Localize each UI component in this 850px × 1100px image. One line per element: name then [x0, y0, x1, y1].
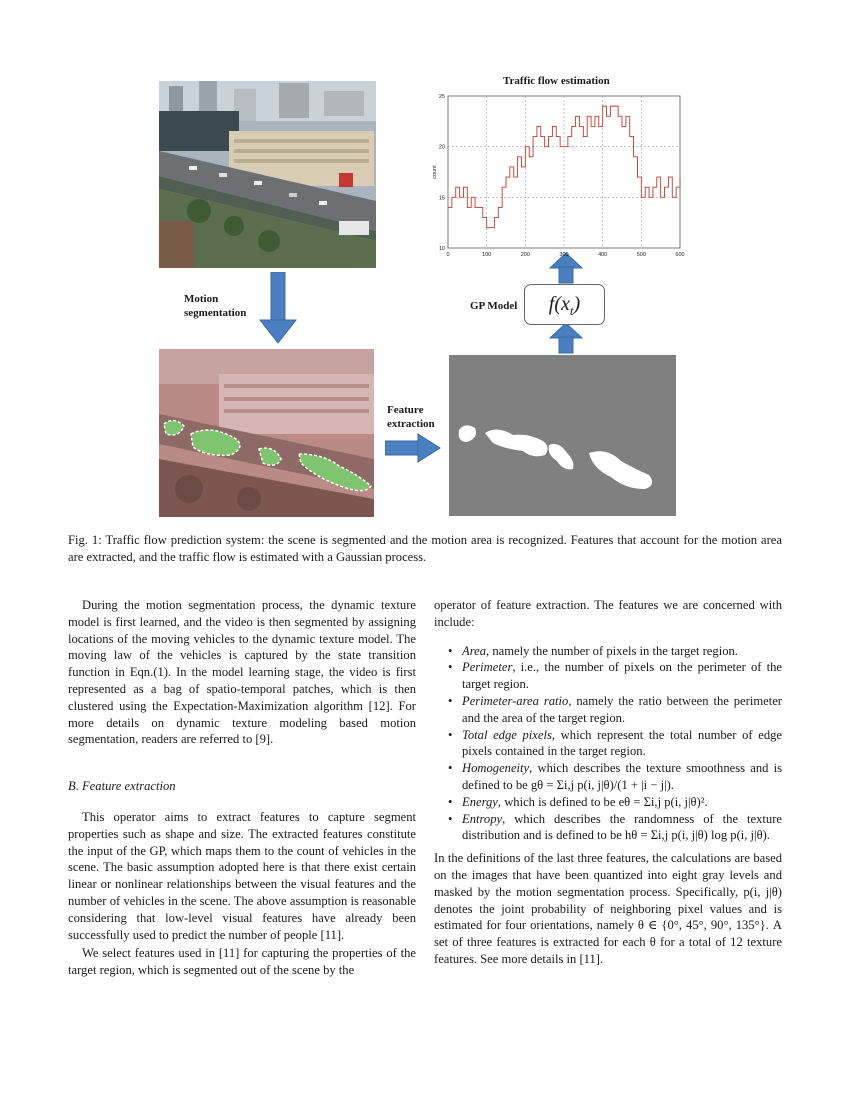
feature-name: Energy — [462, 794, 498, 809]
y-tick-label: 10 — [438, 246, 445, 252]
feature-description: , i.e., the number of pixels on the perimeter of the target region. — [462, 660, 782, 692]
gp-model-label: GP Model — [470, 300, 518, 312]
y-axis-label: count — [432, 165, 438, 179]
gp-formula-subscript: t — [569, 303, 574, 318]
left-column — [68, 597, 416, 979]
traffic-scene-photo — [159, 81, 376, 268]
feature-list-item — [448, 794, 782, 811]
x-tick-label: 500 — [636, 252, 646, 258]
gp-formula-end: ) — [573, 293, 581, 315]
x-tick-label: 400 — [598, 252, 608, 258]
figure-caption: Fig. 1: Traffic flow prediction system: the scene is segmented and the motion area is recognized. Features that account for the motion area are extracted, and the traffic flow is estimated with a Gaussian process. — [68, 533, 782, 564]
feature-name: Total edge pixels — [462, 727, 552, 742]
up-arrow-icon — [548, 322, 584, 354]
feature-name: Entropy — [462, 811, 503, 826]
feature-list-item — [448, 727, 782, 761]
feature-list-item — [448, 643, 782, 660]
feature-list-item — [448, 811, 782, 845]
feature-description: , namely the number of pixels in the target region. — [486, 643, 738, 658]
right-paragraph-2: In the definitions of the last three features, the calculations are based on the images that have been quantized into eight gray levels and masked by the motion segmentation process. Specifically, p(i, j|θ) denotes the joint probability of neighboring pixel values and is estimated for four orientations, namely θ ∈ {0°, 45°, 90°, 135°}. A set of three features is extracted for each θ for a total of 12 texture features. See more details in [11]. — [434, 851, 782, 966]
feature-description: , which represent the total number of edge pixels contained in the target region. — [462, 727, 782, 759]
x-tick-label: 300 — [559, 252, 569, 258]
feature-list-item — [448, 760, 782, 794]
feature-list-item — [448, 659, 782, 693]
feature-description: , which describes the randomness of the texture distribution and is defined to be hθ = Σi,j p(i, j|θ) log p(i, j|θ). — [462, 811, 782, 843]
y-tick-label: 20 — [438, 144, 445, 151]
left-paragraph-2: This operator aims to extract features to capture segment properties such as shape and size. The extracted features constitute the input of the GP, which maps them to the count of vehicles in the scene. The basic assumption adopted here is that there exist certain linear or nonlinear relationships between the visual features and the number of vehicles in the scene. The above assumption is reasonable considering that low-level visual features have already been successfully used to predict the number of people [11]. — [68, 809, 416, 942]
feature-description: , namely the ratio between the perimeter and the area of the target region. — [462, 693, 782, 725]
x-tick-label: 100 — [482, 252, 492, 258]
feature-name: Area — [462, 643, 487, 658]
left-paragraph-1: During the motion segmentation process, the dynamic texture model is first learned, and the video is then segmented by assigning locations of the moving vehicles to the dynamic texture model. The moving law of the vehicles is captured by the state transition function in Eqn.(1). In the model learning stage, the video is first represented as a bag of spatio-temporal patches, which is then clustered using the Expectation-Maximization algorithm [12]. For more details on dynamic texture modeling based motion segmentation, readers are referred to [9]. — [68, 598, 416, 747]
x-tick-label: 600 — [675, 252, 685, 258]
down-arrow-icon — [258, 272, 298, 344]
feature-extraction-label: Feature extraction — [387, 404, 435, 430]
y-tick-label: 15 — [438, 195, 445, 202]
section-heading: B. Feature extraction — [68, 779, 176, 794]
segmented-scene-photo — [159, 349, 374, 517]
gp-model-box — [524, 284, 605, 325]
x-tick-label: 0 — [446, 252, 450, 258]
feature-name: Homogeneity — [462, 761, 530, 776]
y-tick-label: 25 — [438, 94, 445, 100]
left-paragraph-3: We select features used in [11] for capturing the properties of the target region, which is segmented out of the scene by the — [68, 946, 416, 978]
feature-description: , which is defined to be eθ = Σi,j p(i, j|θ)². — [497, 794, 708, 809]
feature-list-item — [448, 693, 782, 727]
feature-list — [434, 643, 782, 845]
traffic-flow-chart — [428, 88, 688, 260]
right-arrow-icon — [385, 433, 441, 463]
gp-formula: f(x — [548, 293, 570, 315]
feature-name: Perimeter — [462, 660, 513, 675]
right-paragraph-1: operator of feature extraction. The features we are concerned with include: — [434, 598, 782, 629]
right-column — [434, 597, 782, 968]
motion-segmentation-label: Motion segmentation — [184, 293, 247, 319]
x-tick-label: 200 — [520, 252, 530, 258]
binary-mask-image — [449, 355, 676, 516]
feature-name: Perimeter-area ratio — [462, 693, 569, 708]
feature-description: , which describes the texture smoothness and is defined to be gθ = Σi,j p(i, j|θ)/(1 + |i − j|). — [462, 761, 782, 792]
chart-title: Traffic flow estimation — [503, 75, 610, 87]
